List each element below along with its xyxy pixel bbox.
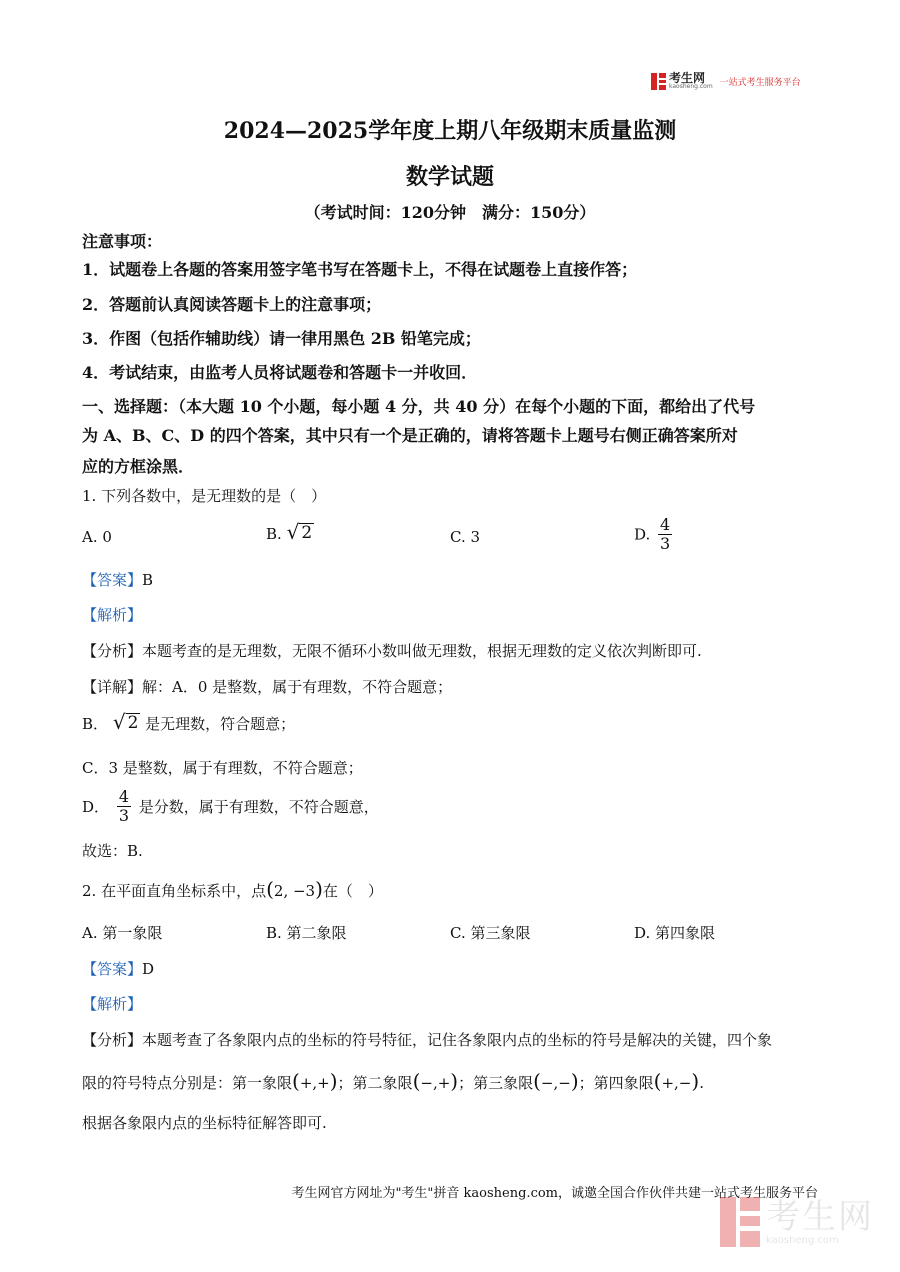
- logo-url: kaosheng.com: [669, 83, 713, 90]
- question-2-stem: 2. 在平面直角坐标系中，点(2, −3)在（ ）: [82, 877, 383, 901]
- watermark-name: 考生网: [766, 1196, 874, 1237]
- q2-stem-pre: 2. 在平面直角坐标系中，点: [82, 882, 267, 900]
- q1-detail-2-radicand: 2: [127, 713, 139, 733]
- watermark-url: kaosheng.com: [766, 1234, 839, 1246]
- q1-conclusion: 故选：B.: [82, 842, 143, 860]
- logo-text: [669, 72, 713, 90]
- section-heading-line-1: 一、选择题：（本大题 10 个小题，每小题 4 分，共 40 分）在每个小题的下面，都给出了代号: [82, 397, 756, 416]
- page-title: 2024—2025学年度上期八年级期末质量监测: [223, 118, 677, 144]
- sign-q4: +,−: [661, 1074, 692, 1092]
- q2-option-a: A. 第一象限: [82, 924, 163, 942]
- fraction: [117, 788, 131, 825]
- q1-detail-2-text: 是无理数，符合题意；: [145, 715, 296, 733]
- q2-analysis-2: 限的符号特点分别是：第一象限(+,+)；第二象限(−,+)；第三象限(−,−)；第四象限(+,−).: [82, 1069, 704, 1093]
- answer-tag: 【答案】: [82, 571, 143, 589]
- sign-q3: −,−: [540, 1074, 571, 1092]
- watermark-text: [766, 1196, 874, 1246]
- q1-detail-4-text: 是分数，属于有理数，不符合题意，: [138, 798, 379, 816]
- sqrt-symbol: √ 2: [286, 520, 313, 544]
- q2-answer: [82, 958, 154, 979]
- answer-value: D: [142, 960, 155, 978]
- fraction-denominator: 3: [660, 534, 671, 553]
- q1-option-b-radicand: 2: [301, 523, 313, 543]
- q2-option-b: B. 第二象限: [266, 924, 347, 942]
- text: .: [699, 1074, 704, 1092]
- q2-option-c: C. 第三象限: [450, 924, 531, 942]
- q1-option-a: A. 0: [82, 528, 112, 546]
- logo-slogan: 一站式考生服务平台: [719, 77, 801, 88]
- q1-option-d: [634, 516, 675, 553]
- q1-detail-4: [82, 788, 379, 825]
- section-heading-line-2: 为 A、B、C、D 的四个答案，其中只有一个是正确的，请将答题卡上题号右侧正确答案所对: [82, 426, 738, 445]
- q1-option-d-label: D.: [634, 525, 651, 544]
- answer-tag: 【答案】: [82, 960, 143, 978]
- notice-item-4: 4．考试结束，由监考人员将试题卷和答题卡一并收回．: [82, 363, 478, 382]
- sign-q1: +,+: [299, 1074, 330, 1092]
- logo-icon: [651, 73, 666, 90]
- question-1-stem: 1. 下列各数中，是无理数的是（ ）: [82, 487, 327, 505]
- exam-info: （考试时间：120分钟 满分：150分）: [304, 203, 596, 222]
- q1-detail-2-label: B．: [82, 715, 109, 733]
- fraction-denominator: 3: [118, 806, 129, 825]
- q1-analysis: 【分析】本题考查的是无理数，无限不循环小数叫做无理数，根据无理数的定义依次判断即可.: [82, 642, 702, 660]
- footer-text: 考生网官方网址为"考生"拼音 kaosheng.com，诚邀全国合作伙伴共建一站式考生服务平台: [291, 1186, 818, 1201]
- page-subtitle: 数学试题: [405, 164, 494, 190]
- sign-q2: −,+: [420, 1074, 451, 1092]
- watermark-logo-icon: [720, 1197, 760, 1247]
- fraction-numerator: 4: [118, 787, 129, 806]
- section-heading-line-3: 应的方框涂黑．: [82, 457, 195, 476]
- notice-item-3: 3．作图（包括作辅助线）请一律用黑色 2B 铅笔完成；: [82, 329, 481, 348]
- q2-analysis-tag: 【解析】: [82, 995, 143, 1013]
- q1-option-c: C. 3: [450, 528, 481, 546]
- text: ；第二象限: [337, 1074, 413, 1092]
- fraction: [658, 516, 672, 553]
- q1-option-b: [266, 522, 314, 543]
- sqrt-symbol: √ 2: [112, 710, 139, 734]
- q1-detail-4-label: D．: [82, 798, 110, 816]
- q2-option-d: D. 第四象限: [634, 924, 716, 942]
- text: ；第三象限: [458, 1074, 534, 1092]
- q2-analysis-1: 【分析】本题考查了各象限内点的坐标的符号特征，记住各象限内点的坐标的符号是解决的关键，四个象: [82, 1031, 773, 1049]
- q1-detail-3: C．3 是整数，属于有理数，不符合题意；: [82, 759, 363, 777]
- q2-point: 2, −3: [273, 882, 316, 900]
- text: 限的符号特点分别是：第一象限: [82, 1074, 293, 1092]
- fraction-numerator: 4: [660, 515, 671, 534]
- notice-item-2: 2．答题前认真阅读答题卡上的注意事项；: [82, 295, 382, 314]
- q2-stem-post: 在（ ）: [322, 882, 383, 900]
- q1-option-b-label: B.: [266, 525, 282, 543]
- q1-analysis-tag: 【解析】: [82, 606, 143, 624]
- q2-analysis-3: 根据各象限内点的坐标特征解答即可.: [82, 1114, 327, 1132]
- watermark: [720, 1197, 874, 1247]
- notice-heading: 注意事项：: [82, 232, 163, 251]
- q1-detail-1: 【详解】解：A．0 是整数，属于有理数，不符合题意；: [82, 678, 453, 696]
- notice-item-1: 1．试题卷上各题的答案用签字笔书写在答题卡上，不得在试题卷上直接作答；: [82, 260, 638, 279]
- logo-name: 考生网: [669, 71, 706, 85]
- text: ；第四象限: [578, 1074, 654, 1092]
- answer-value: B: [142, 571, 154, 589]
- header-logo[interactable]: [651, 72, 801, 90]
- q1-detail-2: [82, 712, 295, 734]
- q1-answer: [82, 569, 153, 590]
